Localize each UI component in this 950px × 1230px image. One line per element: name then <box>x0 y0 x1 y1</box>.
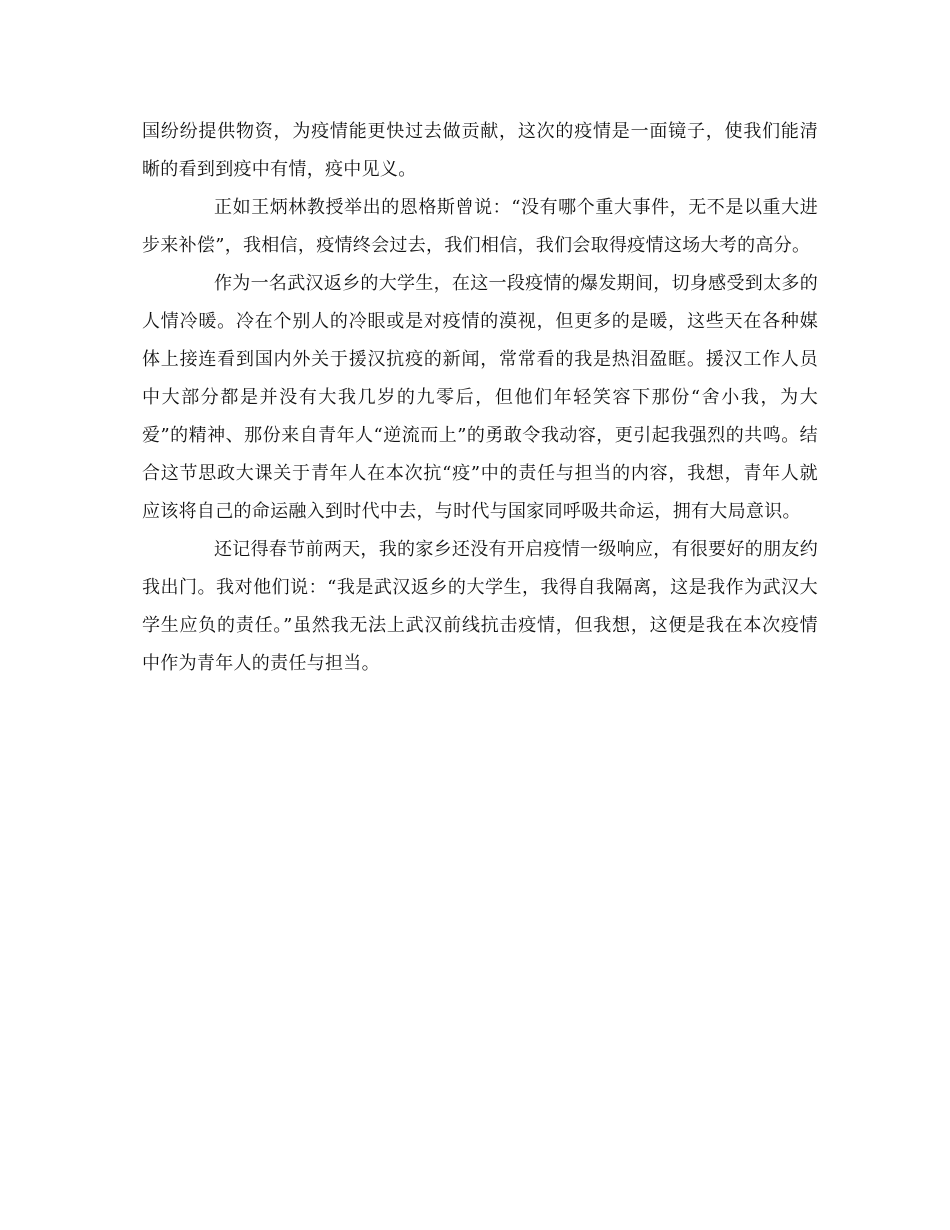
paragraph-3: 作为一名武汉返乡的大学生，在这一段疫情的爆发期间，切身感受到太多的人情冷暖。冷在个别人的冷眼或是对疫情的漠视，但更多的是暖，这些天在各种媒体上接连看到国内外关于援汉抗疫的新闻，常常看的我是热泪盈眶。援汉工作人员中大部分都是并没有大我几岁的九零后，但他们年轻笑容下那份“舍小我，为大爱”的精神、那份来自青年人“逆流而上”的勇敢令我动容，更引起我强烈的共鸣。结合这节思政大课关于青年人在本次抗“疫”中的责任与担当的内容，我想，青年人就应该将自己的命运融入到时代中去，与时代与国家同呼吸共命运，拥有大局意识。 <box>142 273 818 522</box>
paragraph-2: 正如王炳林教授举出的恩格斯曾说：“没有哪个重大事件，无不是以重大进步来补偿”，我相信，疫情终会过去，我们相信，我们会取得疫情这场大考的高分。 <box>142 197 818 256</box>
paragraph-4: 还记得春节前两天，我的家乡还没有开启疫情一级响应，有很要好的朋友约我出门。我对他们说：“我是武汉返乡的大学生，我得自我隔离，这是我作为武汉大学生应负的责任。”虽然我无法上武汉前线抗击疫情，但我想，这便是我在本次疫情中作为青年人的责任与担当。 <box>142 539 818 674</box>
paragraph-1: 国纷纷提供物资，为疫情能更快过去做贡献，这次的疫情是一面镜子，使我们能清晰的看到到疫中有情，疫中见义。 <box>142 121 818 180</box>
document-body <box>142 113 818 683</box>
